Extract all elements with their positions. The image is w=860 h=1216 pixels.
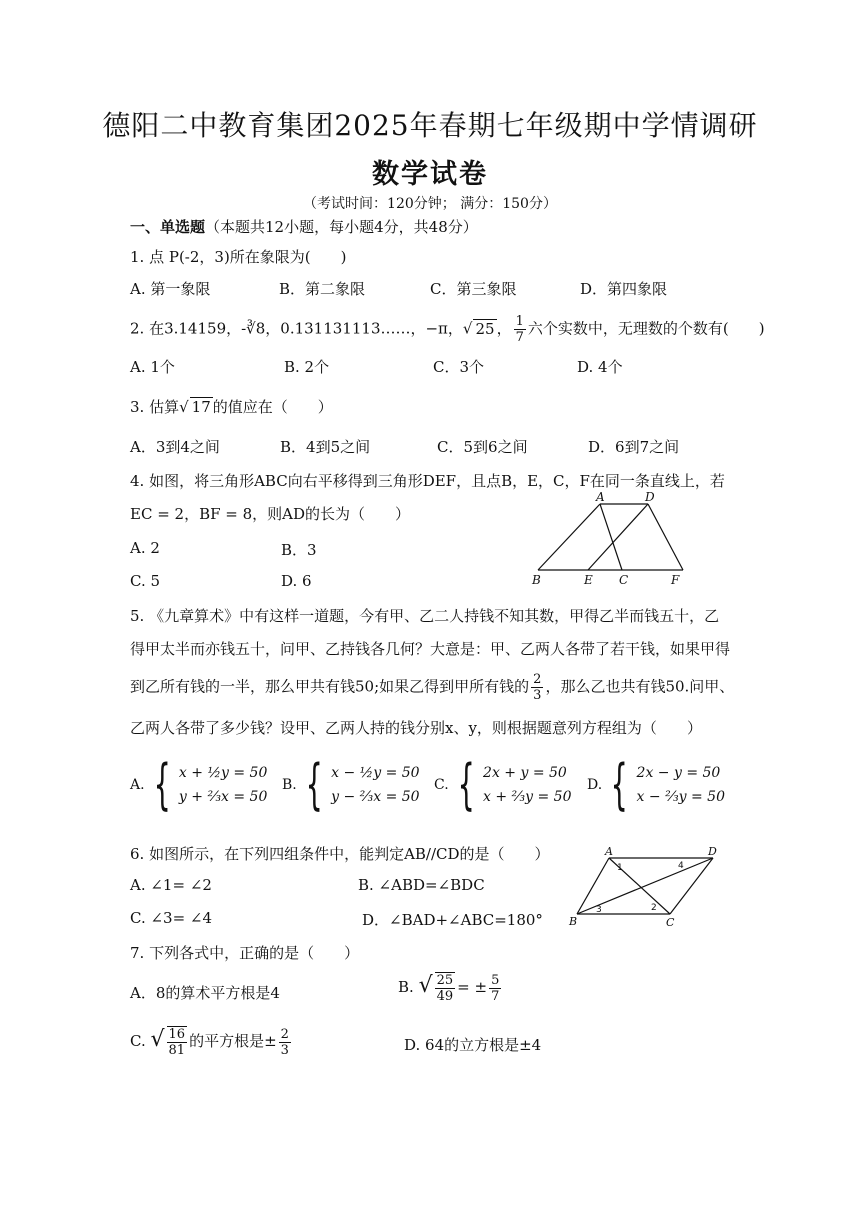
q6-label-c: C <box>666 916 675 928</box>
q7-c-num: 16 <box>168 1027 186 1042</box>
q4-label-a: A <box>596 492 605 504</box>
q7-c-text: 的平方根是± <box>189 1032 277 1050</box>
q3-option-c: C．5到6之间 <box>437 438 528 456</box>
q6-line-ab <box>577 858 609 914</box>
q5-d-brace: { <box>610 753 628 816</box>
q5-a-brace: { <box>153 753 171 816</box>
section-desc: （本题共12小题，每小题4分，共48分） <box>205 218 478 236</box>
q2-sqrt25: 25 <box>475 319 495 338</box>
q4-option-c: C. 5 <box>130 572 161 590</box>
q6-option-c: C. ∠3= ∠4 <box>130 909 213 927</box>
q2-stem-b: ，0.131131113……，−π， <box>265 319 463 338</box>
q5-d-eq1: 2x − y = 50 <box>636 765 721 781</box>
q5-option-a <box>130 753 268 816</box>
q2-option-c: C．3个 <box>433 358 485 376</box>
q5-b-label: B. <box>282 777 297 793</box>
q5-d-label: D. <box>587 777 603 793</box>
q5-a-eq1: x + ½y = 50 <box>178 765 268 781</box>
q1-option-b: B．第二象限 <box>279 280 366 298</box>
q3-sqrt: 17 <box>191 398 211 416</box>
q4-label-c: C <box>619 573 629 587</box>
q4-triangle-figure <box>528 492 698 588</box>
q7-b-den: 49 <box>436 989 454 1004</box>
q6-option-b: B. ∠ABD=∠BDC <box>358 876 485 894</box>
q4-label-b: B <box>532 573 541 587</box>
q2-stem: 2. 在3.14159，-∛8，0.131131113……，−π，√ 25 ， $\frac{1}{7}$ 六个实数中，无理数的个数有( ) <box>130 314 765 345</box>
q2-stem-a: 2. 在3.14159， <box>130 319 242 338</box>
q6-label-b: B <box>569 915 578 928</box>
q5-frac-den: 3 <box>533 688 542 703</box>
q7-option-a: A．8的算术平方根是4 <box>130 984 280 1002</box>
q5-option-d <box>587 753 725 816</box>
q7-stem: 7. 下列各式中，正确的是（ ） <box>130 944 360 962</box>
q5-c-eq2: x + ⅔y = 50 <box>483 789 572 805</box>
q7-option-c: C. √ $\frac{16}{81}$ 的平方根是± $\frac{2}{3}$ <box>130 1026 289 1058</box>
q7-c-radicand <box>167 1026 188 1058</box>
q6-option-d: D．∠BAD+∠ABC=180° <box>362 911 543 929</box>
q7-c-rden: 3 <box>280 1042 289 1058</box>
q4-option-d: D. 6 <box>281 572 312 590</box>
q7-b-rnum: 5 <box>491 972 500 988</box>
q5-line1: 5. 《九章算术》中有这样一道题，今有甲、乙二人持钱不知其数，甲得乙半而钱五十，乙 <box>130 607 720 625</box>
q5-a-label: A. <box>130 777 145 793</box>
q5-line2: 得甲太半而亦钱五十，问甲、乙持钱各几何？大意是：甲、乙两人各带了若干钱，如果甲得 <box>130 640 731 658</box>
q3-stem-b: 的值应在（ ） <box>212 398 333 416</box>
q2-frac-den: 7 <box>515 330 524 345</box>
q4-option-a: A. 2 <box>130 539 160 557</box>
q5-line3b: ，那么乙也共有钱50.问甲、 <box>545 677 735 696</box>
q5-b-eq2: y − ⅔x = 50 <box>331 789 420 805</box>
q6-angle-4: 4 <box>678 861 684 871</box>
q5-c-brace: { <box>457 753 475 816</box>
q5-line4: 乙两人各带了多少钱？设甲、乙两人持的钱分别x、y，则根据题意列方程组为（ ） <box>130 719 702 737</box>
q7-option-d: D. 64的立方根是±4 <box>404 1036 542 1054</box>
q6-angle-3: 3 <box>596 905 602 915</box>
q6-angle-1: 1 <box>617 863 623 873</box>
exam-info: （考试时间：120分钟； 满分：150分） <box>303 196 557 212</box>
q2-option-d: D. 4个 <box>577 358 623 376</box>
q2-fraction <box>514 314 526 345</box>
section-heading <box>130 216 478 237</box>
q1-stem: 1. 点 P(-2，3)所在象限为( ) <box>130 248 347 266</box>
q1-option-d: D．第四象限 <box>580 280 668 298</box>
q3-stem-a: 3. 估算 <box>130 398 180 416</box>
q7-c-rnum: 2 <box>280 1026 289 1042</box>
q7-b-num: 25 <box>436 973 454 988</box>
q2-frac-num: 1 <box>515 314 524 329</box>
q7-c-label: C. <box>130 1032 146 1050</box>
q2-neg-cuberoot: -∛8 <box>241 319 266 338</box>
q2-option-b: B. 2个 <box>284 358 330 376</box>
q6-parallelogram-figure <box>565 846 730 928</box>
q7-c-rfrac <box>279 1027 291 1058</box>
q4-line-ba <box>538 504 600 570</box>
q4-line-de <box>588 504 648 570</box>
q4-label-e: E <box>584 573 593 587</box>
q4-stem-line1: 4. 如图，将三角形ABC向右平移得到三角形DEF，且点B，E，C，F在同一条直线上，若 <box>130 472 725 490</box>
q6-stem: 6. 如图所示，在下列四组条件中，能判定AB//CD的是（ ） <box>130 845 550 863</box>
q7-b-label: B. <box>398 978 414 996</box>
q5-c-label: C. <box>434 777 449 793</box>
q1-option-c: C．第三象限 <box>430 280 517 298</box>
q7-c-den: 81 <box>168 1043 186 1058</box>
q3-option-b: B．4到5之间 <box>280 438 371 456</box>
q5-option-b <box>282 753 420 816</box>
q7-b-rfrac <box>489 973 501 1004</box>
q2-option-a: A. 1个 <box>130 358 175 376</box>
q5-line3 <box>130 672 734 703</box>
q7-b-radicand <box>435 972 456 1004</box>
q5-line3a: 到乙所有钱的一半，那么甲共有钱50;如果乙得到甲所有钱的 <box>130 677 530 696</box>
q7-option-b: B. √ $\frac{25}{49}$ = ± $\frac{5}{7}$ <box>398 972 500 1004</box>
q5-b-brace: { <box>305 753 323 816</box>
q7-b-rden: 7 <box>491 988 500 1004</box>
q4-label-d: D <box>645 492 655 504</box>
section-label: 一、单选题 <box>130 218 206 236</box>
q6-option-a: A. ∠1= ∠2 <box>130 876 212 894</box>
q5-b-eq1: x − ½y = 50 <box>331 765 420 781</box>
q5-c-eq1: 2x + y = 50 <box>483 765 567 781</box>
q5-a-eq2: y + ⅔x = 50 <box>178 789 268 805</box>
q1-option-a: A. 第一象限 <box>130 280 211 298</box>
q2-stem-c: 六个实数中，无理数的个数有( ) <box>527 319 765 338</box>
q3-option-a: A．3到4之间 <box>130 438 220 456</box>
q6-angle-2: 2 <box>651 903 657 913</box>
q5-d-eq2: x − ⅔y = 50 <box>636 789 725 805</box>
q4-label-f: F <box>671 573 680 587</box>
q6-label-d: D <box>708 846 717 858</box>
q5-frac-num: 2 <box>533 672 542 687</box>
q3-option-d: D．6到7之间 <box>588 438 680 456</box>
exam-subtitle: 数学试卷 <box>372 159 488 190</box>
q5-option-c <box>434 753 572 816</box>
q5-fraction <box>531 672 543 703</box>
q4-stem-line2: EC = 2，BF = 8，则AD的长为（ ） <box>130 505 411 523</box>
q4-option-b: B．3 <box>281 541 317 559</box>
q4-line-df <box>648 504 683 570</box>
q3-stem: 3. 估算√ 17 的值应在（ ） <box>130 398 333 416</box>
q6-label-a: A <box>605 846 613 858</box>
exam-title: 德阳二中教育集团2025年春期七年级期中学情调研 <box>102 109 758 142</box>
q7-b-rhs: = ± <box>457 978 488 996</box>
